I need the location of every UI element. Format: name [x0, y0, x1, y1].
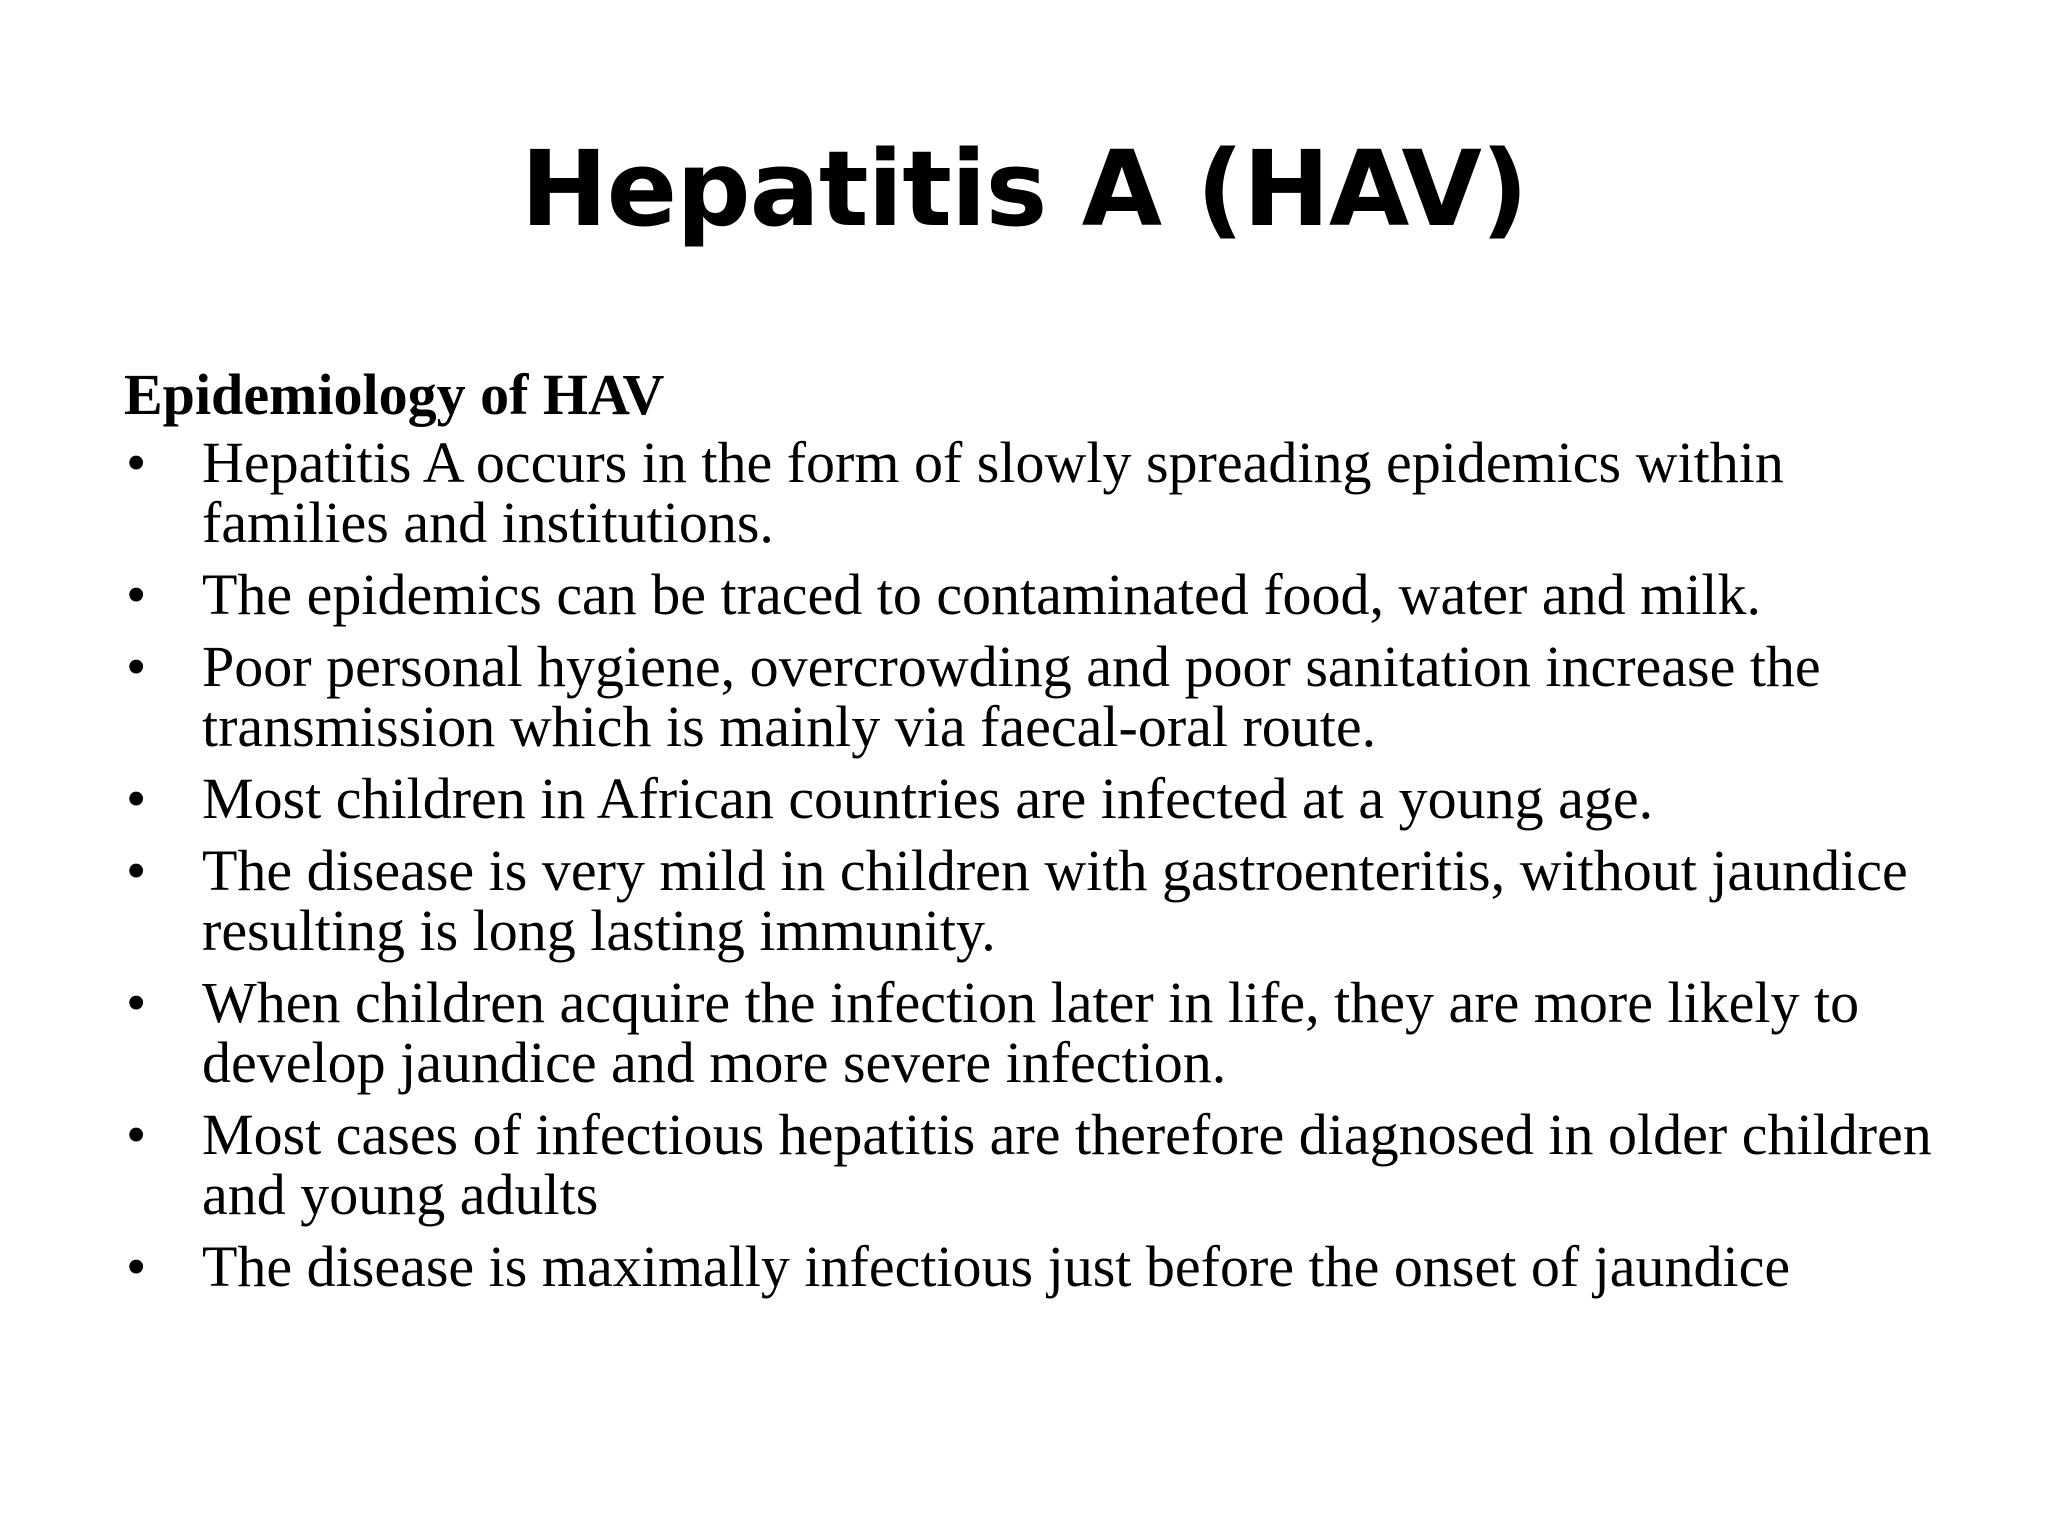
bullet-icon: •: [126, 1234, 147, 1299]
bullet-icon: •: [126, 1102, 147, 1167]
bullet-list: [124, 430, 1954, 1299]
bullet-text: The disease is very mild in children with gastroenteritis, without jaundice resulting is long lasting immunity.: [202, 838, 1908, 963]
bullet-text: Most children in African countries are infected at a young age.: [202, 766, 1654, 831]
list-item: [124, 838, 1954, 963]
list-item: [124, 562, 1954, 627]
bullet-icon: •: [126, 562, 147, 627]
bullet-icon: •: [126, 970, 147, 1035]
list-item: [124, 766, 1954, 831]
bullet-icon: •: [126, 634, 147, 699]
bullet-icon: •: [126, 430, 147, 495]
list-item: [124, 1234, 1954, 1299]
list-item: [124, 970, 1954, 1095]
bullet-icon: •: [126, 838, 147, 903]
bullet-text: When children acquire the infection later in life, they are more likely to develop jaundice and more severe infection.: [202, 970, 1860, 1095]
slide-body: [124, 362, 1954, 1309]
slide-title: Hepatitis A (HAV): [520, 128, 1528, 250]
section-heading: Epidemiology of HAV: [124, 362, 665, 427]
list-item: [124, 1102, 1954, 1227]
bullet-text: The epidemics can be traced to contaminated food, water and milk.: [202, 562, 1761, 627]
bullet-text: Poor personal hygiene, overcrowding and poor sanitation increase the transmission which is mainly via faecal-oral route.: [202, 634, 1821, 759]
list-item: [124, 634, 1954, 759]
list-item: [124, 430, 1954, 555]
bullet-text: Most cases of infectious hepatitis are therefore diagnosed in older children and young adults: [202, 1102, 1932, 1227]
bullet-text: Hepatitis A occurs in the form of slowly spreading epidemics within families and institutions.: [202, 430, 1784, 555]
bullet-text: The disease is maximally infectious just before the onset of jaundice: [202, 1234, 1791, 1299]
bullet-icon: •: [126, 766, 147, 831]
